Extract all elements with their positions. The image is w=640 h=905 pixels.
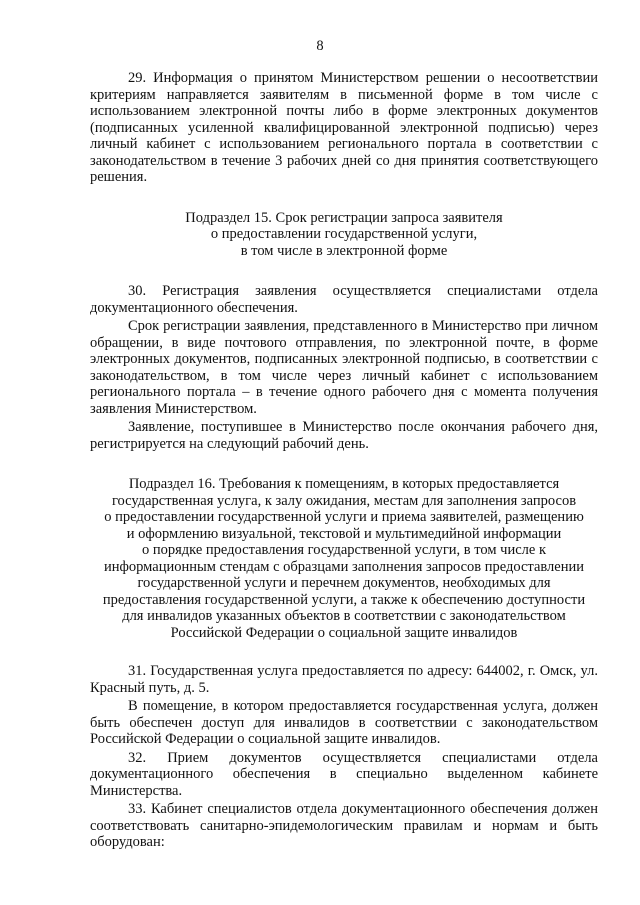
heading-line: в том числе в электронной форме (240, 242, 448, 259)
heading-line: государственной услуги и перечнем документов, необходимых для (137, 575, 551, 591)
paragraph-31: 31. Государственная услуга предоставляется по адресу: 644002, г. Омск, ул. Красный путь, д. 5. (90, 663, 598, 696)
paragraph-29: 29. Информация о принятом Министерством решении о несоответствии критериям направляется заявителям в письменной форме в том числе с использованием электронной почты либо в форме электронных документов (подписанных усиленной квалифицированной электронной подписью) через личный кабинет с использованием регионального портала в соответствии с законодательством в течение 3 рабочих дней со дня принятия соответствующего решения. (90, 70, 598, 185)
heading-line: и оформлению визуальной, текстовой и мультимедийной информации (126, 525, 562, 542)
paragraph-30-registration-term: Срок регистрации заявления, представленного в Министерство при личном обращении, в виде почтового отправления, по электронной почте, в форме электронных документов, подписанных электронной подписью, в соответствии с законодательством, в том числе через личный кабинет с использованием регионального портала – в течение одного рабочего дня с момента получения заявления Министерством. (90, 318, 598, 417)
heading-line: государственная услуга, к залу ожидания, местам для заполнения запросов (111, 492, 577, 509)
paragraph-30-after-hours: Заявление, поступившее в Министерство после окончания рабочего дня, регистрируется на следующий рабочий день. (90, 419, 598, 452)
heading-line: для инвалидов указанных объектов в соответствии с законодательством (122, 608, 566, 624)
heading-subsection-16 (90, 476, 598, 641)
heading-line: Подраздел 16. Требования к помещениям, в которых предоставляется (128, 476, 560, 492)
heading-line: о предоставлении государственной услуги и приема заявителей, размещению (104, 509, 584, 525)
paragraph-30: 30. Регистрация заявления осуществляется специалистами отдела документационного обеспечения. (90, 283, 598, 316)
page-number: 8 (316, 38, 324, 54)
paragraph-31-accessibility: В помещение, в котором предоставляется государственная услуга, должен быть обеспечен доступ для инвалидов в соответствии с законодательством Российской Федерации о социальной защите инвалидов. (90, 698, 598, 747)
heading-line: информационным стендам с образцами заполнения запросов предоставлении (103, 558, 584, 575)
heading-subsection-15 (90, 210, 598, 260)
heading-line: о порядке предоставления государственной услуги, в том числе к (141, 542, 546, 558)
heading-line: предоставления государственной услуги, а также к обеспечению доступности (102, 591, 586, 608)
heading-line: Подраздел 15. Срок регистрации запроса заявителя (185, 209, 503, 226)
paragraph-33: 33. Кабинет специалистов отдела документационного обеспечения должен соответствовать санитарно-эпидемологическим правилам и нормам и быть оборудован: (90, 801, 598, 850)
paragraph-32: 32. Прием документов осуществляется специалистами отдела документационного обеспечения в специально выделенном кабинете Министерства. (90, 749, 598, 799)
heading-line: о предоставлении государственной услуги, (210, 226, 478, 242)
heading-line: Российской Федерации о социальной защите инвалидов (170, 624, 518, 641)
document-body (90, 70, 598, 851)
